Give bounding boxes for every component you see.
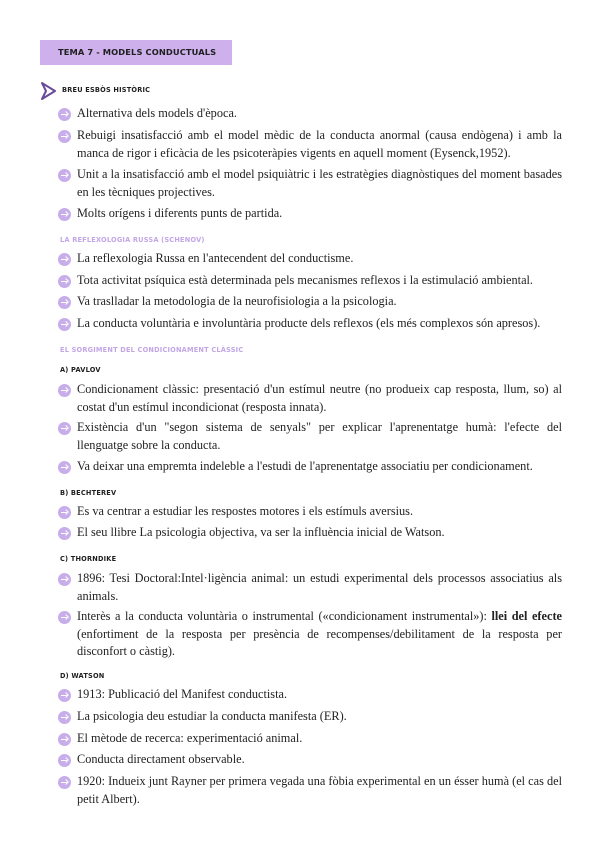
arrow-circle-icon [58, 527, 71, 540]
arrow-circle-icon [58, 754, 71, 767]
arrow-circle-icon [58, 689, 71, 702]
heading-condicionament-classic: EL SORGIMENT DEL CONDICIONAMENT CLÀSSIC [60, 346, 244, 354]
arrow-circle-icon [58, 611, 71, 624]
list-item: El mètode de recerca: experimentació animal. [58, 730, 562, 748]
arrow-circle-icon [58, 776, 71, 789]
list-item: La psicologia deu estudiar la conducta manifesta (ER). [58, 708, 562, 726]
list-item: Unit a la insatisfacció amb el model psiquiàtric i les estratègies diagnòstiques del moment basades en les tècniques projectives. [58, 166, 562, 201]
arrow-circle-icon [58, 108, 71, 121]
heading-thorndike: C) THORNDIKE [60, 555, 117, 563]
heading-breu-esbos: BREU ESBÒS HISTÒRIC [62, 86, 151, 94]
list-item: Rebuigi insatisfacció amb el model mèdic de la conducta anormal (causa endògena) i amb la manca de rigor i eficàcia de les psicoteràpies vigents en aquell moment (Eysenck,1952). [58, 127, 562, 162]
list-item: 1896: Tesi Doctoral:Intel·ligència animal: un estudi experimental dels processos associatius als animals. [58, 570, 562, 605]
list-item: Es va centrar a estudiar les respostes motores i els estímuls aversius. [58, 503, 562, 521]
arrow-circle-icon [58, 384, 71, 397]
arrow-circle-icon [58, 422, 71, 435]
heading-pavlov: A) PAVLOV [60, 366, 101, 374]
arrow-circle-icon [58, 711, 71, 724]
arrow-circle-icon [58, 461, 71, 474]
arrow-circle-icon [58, 296, 71, 309]
arrow-circle-icon [58, 253, 71, 266]
arrow-circle-icon [58, 208, 71, 221]
list-item: La reflexologia Russa en l'antecendent del conductisme. [58, 250, 562, 268]
arrow-right-icon [40, 82, 56, 100]
arrow-circle-icon [58, 169, 71, 182]
heading-watson: D) WATSON [60, 672, 105, 680]
arrow-circle-icon [58, 573, 71, 586]
arrow-circle-icon [58, 275, 71, 288]
topic-title-banner [40, 40, 232, 65]
arrow-circle-icon [58, 506, 71, 519]
arrow-circle-icon [58, 318, 71, 331]
list-item: 1913: Publicació del Manifest conductista. [58, 686, 562, 704]
list-item: Alternativa dels models d'època. [58, 105, 562, 123]
list-item: Existència d'un "segon sistema de senyals" per explicar l'aprenentatge humà: l'efecte del llenguatge sobre la conducta. [58, 419, 562, 454]
list-item: Va deixar una empremta indeleble a l'estudi de l'aprenentatge associatiu per condicionament. [58, 458, 562, 476]
heading-bechterev: B) BECHTEREV [60, 489, 117, 497]
list-item: Conducta directament observable. [58, 751, 562, 769]
arrow-circle-icon [58, 733, 71, 746]
heading-reflexologia: LA REFLEXOLOGIA RUSSA (SCHENOV) [60, 236, 205, 244]
list-item: Tota activitat psíquica està determinada pels mecanismes reflexos i la estimulació ambiental. [58, 272, 562, 290]
list-item: El seu llibre La psicologia objectiva, va ser la influència inicial de Watson. [58, 524, 562, 542]
list-item: Interès a la conducta voluntària o instrumental («condicionament instrumental»): llei del efecte (enfortiment de la resposta per presència de recompenses/debilitament de la resposta per disconfort o càstig). [58, 608, 562, 661]
topic-title: TEMA 7 - MODELS CONDUCTUALS [58, 47, 217, 57]
list-item: 1920: Indueix junt Rayner per primera vegada una fòbia experimental en un ésser humà (el cas del petit Albert). [58, 773, 562, 808]
list-item: Condicionament clàssic: presentació d'un estímul neutre (no produeix cap resposta, llum, so) al costat d'un estímul incondicionat (resposta innata). [58, 381, 562, 416]
list-item: Molts orígens i diferents punts de partida. [58, 205, 562, 223]
term-llei-del-efecte: llei del efecte [491, 609, 562, 623]
arrow-circle-icon [58, 130, 71, 143]
list-item: La conducta voluntària e involuntària producte dels reflexos (els més complexos són apresos). [58, 315, 562, 333]
list-item: Va traslladar la metodologia de la neurofisiologia a la psicologia. [58, 293, 562, 311]
